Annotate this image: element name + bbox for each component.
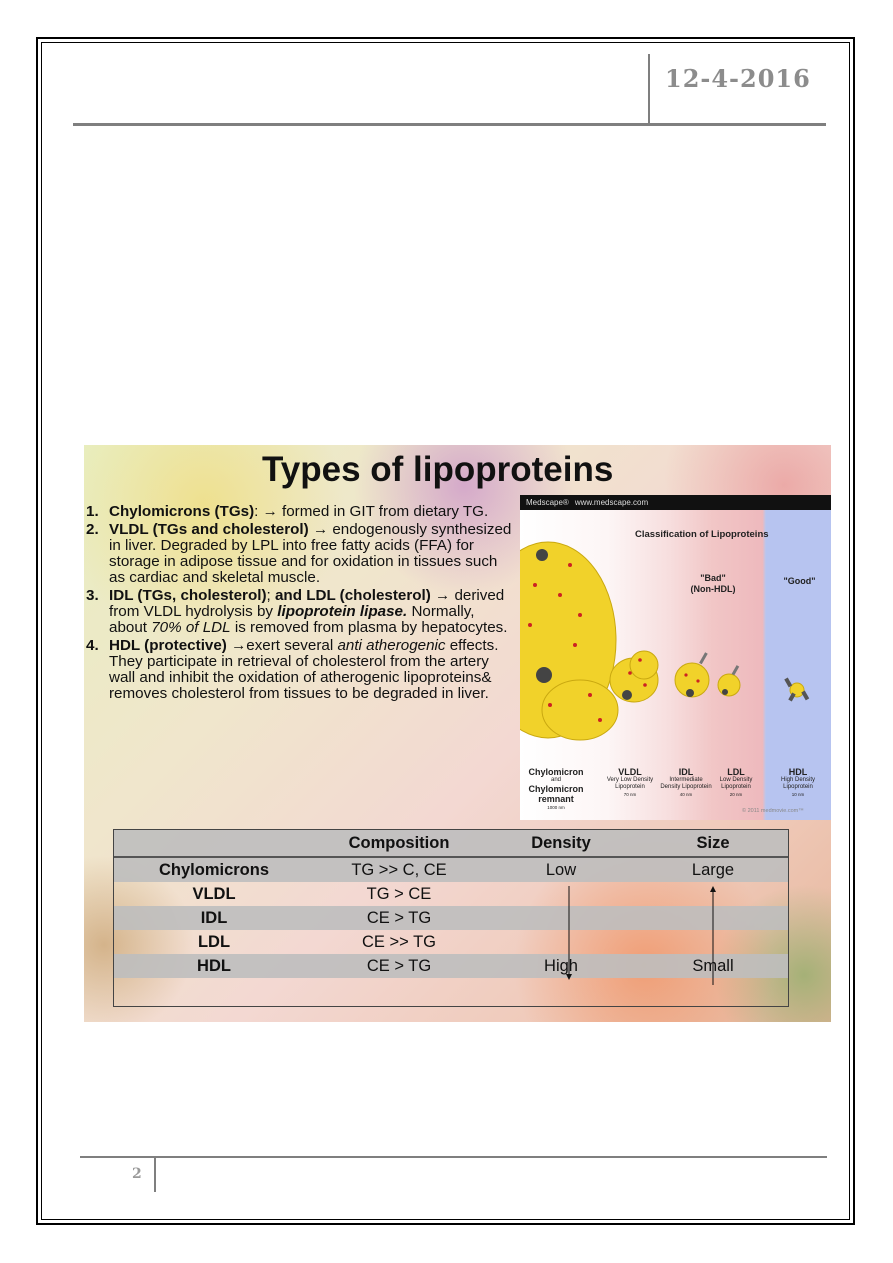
figure-title: Classification of Lipoproteins xyxy=(635,529,769,540)
lipoprotein-table xyxy=(114,830,788,978)
density-cell: High xyxy=(484,954,638,978)
size-cell xyxy=(638,882,788,906)
source-url: www.medscape.com xyxy=(574,498,649,507)
description: is removed from plasma by hepatocytes. xyxy=(230,619,508,636)
list-number: 3. xyxy=(86,587,99,604)
particle-desc: Low Density Lipoprotein xyxy=(719,777,753,790)
column-header xyxy=(114,830,314,857)
table-row xyxy=(114,857,788,882)
description: → endogenously synthesized in liver. Degraded by LPL into free fatty acids (FFA) for storage in adipose tissue and for oxidation in tissues such as cardiac and skeletal muscle. xyxy=(109,521,512,586)
ldl-label xyxy=(714,767,758,799)
density-cell xyxy=(484,906,638,930)
particle-size: 1000 nm xyxy=(547,805,565,810)
page-number: 2 xyxy=(132,1166,142,1182)
table-row xyxy=(114,882,788,906)
figure-credit: © 2011 medmovie.com™ xyxy=(742,808,804,814)
list-item xyxy=(84,588,516,636)
row-name: VLDL xyxy=(192,884,236,903)
size-cell xyxy=(638,906,788,930)
list-item xyxy=(84,638,516,702)
particle-size: 70 nm xyxy=(623,792,637,797)
particle-name: IDL xyxy=(678,767,694,777)
particle-name: VLDL xyxy=(618,767,642,777)
row-name: IDL xyxy=(114,906,314,930)
particle-name: HDL xyxy=(788,767,808,777)
footer-rule xyxy=(80,1156,827,1158)
source-brand: Medscape® xyxy=(526,498,569,507)
ldl-particle xyxy=(718,665,740,696)
row-name: Chylomicrons xyxy=(114,857,314,882)
density-cell: Low xyxy=(484,857,638,882)
table-row xyxy=(114,930,788,954)
column-header: Composition xyxy=(314,830,484,857)
term: VLDL (TGs and cholesterol) xyxy=(109,521,309,538)
header-rule xyxy=(73,123,826,126)
description: →exert several xyxy=(226,637,338,654)
particle-desc: Very Low Density Lipoprotein xyxy=(606,777,654,790)
particle-desc: Intermediate Density Lipoprotein xyxy=(660,777,712,790)
lipoprotein-classification-figure xyxy=(520,495,831,820)
composition-cell: TG >> C, CE xyxy=(314,857,484,882)
row-name: LDL xyxy=(197,932,231,951)
particle-name: remnant xyxy=(538,794,574,804)
slide-title: Types of lipoproteins xyxy=(262,450,614,489)
hdl-particle xyxy=(784,678,809,702)
list-number: 4. xyxy=(86,637,99,654)
table-row xyxy=(114,906,788,930)
particle-name: Chylomicron xyxy=(528,784,584,794)
size-cell xyxy=(638,930,788,954)
description: Normally, about xyxy=(109,603,475,636)
lipoprotein-list xyxy=(84,504,516,704)
emphasis: anti atherogenic xyxy=(337,637,446,654)
list-item xyxy=(84,504,516,520)
particle-name: Chylomicron xyxy=(528,767,584,777)
slide-image xyxy=(84,445,831,1022)
particle-size: 10 nm xyxy=(791,792,805,797)
column-header: Size xyxy=(638,830,788,857)
list-number: 2. xyxy=(86,521,99,538)
row-name: HDL xyxy=(114,954,314,978)
bad-subheading: (Non-HDL) xyxy=(690,584,736,594)
particle-and: and xyxy=(550,777,561,783)
composition-cell: TG > CE xyxy=(366,884,432,903)
idl-particle xyxy=(675,652,709,697)
particle-size: 40 nm xyxy=(679,792,693,797)
hdl-label xyxy=(770,767,826,799)
density-cell xyxy=(484,930,638,954)
particle-desc: High Density Lipoprotein xyxy=(780,777,815,790)
good-label: "Good" xyxy=(783,576,816,586)
description: → derived from VLDL hydrolysis by xyxy=(109,587,505,620)
chylomicron-particle xyxy=(520,542,618,740)
table-header-row xyxy=(114,830,788,857)
table-row xyxy=(114,954,788,978)
size-cell: Small xyxy=(638,954,788,978)
particle-size: 20 nm xyxy=(729,792,743,797)
size-cell: Large xyxy=(638,857,788,882)
term: and LDL (cholesterol) xyxy=(274,587,431,604)
header-date: 12-4-2016 xyxy=(665,64,811,93)
term: IDL (TGs, cholesterol) xyxy=(109,587,267,604)
vldl-label xyxy=(606,767,654,799)
description: ; xyxy=(266,587,275,604)
footer-separator xyxy=(154,1158,156,1192)
header-separator xyxy=(648,54,650,124)
column-header: Density xyxy=(484,830,638,857)
emphasis: lipoprotein lipase. xyxy=(277,603,408,620)
description: effects. They participate in retrieval of cholesterol from the artery wall and inhibit the oxidation of atherogenic lipoproteins& removes cholesterol from tissues to be degraded in liver. xyxy=(109,637,499,702)
particle-name: LDL xyxy=(727,767,745,777)
chylomicron-label xyxy=(522,767,590,812)
density-cell xyxy=(484,882,638,906)
bad-heading: "Bad" xyxy=(700,573,726,583)
list-item xyxy=(84,522,516,586)
emphasis: 70% of LDL xyxy=(151,619,231,636)
composition-cell: CE > TG xyxy=(314,954,484,978)
vldl-particle xyxy=(610,651,658,702)
composition-cell: CE > TG xyxy=(314,906,484,930)
idl-label xyxy=(660,767,712,799)
term: HDL (protective) xyxy=(109,637,227,654)
bad-label xyxy=(668,573,758,595)
composition-cell: CE >> TG xyxy=(362,932,436,951)
description: : → formed in GIT from dietary TG. xyxy=(254,503,489,520)
list-number: 1. xyxy=(86,503,99,520)
term: Chylomicrons (TGs) xyxy=(109,503,255,520)
